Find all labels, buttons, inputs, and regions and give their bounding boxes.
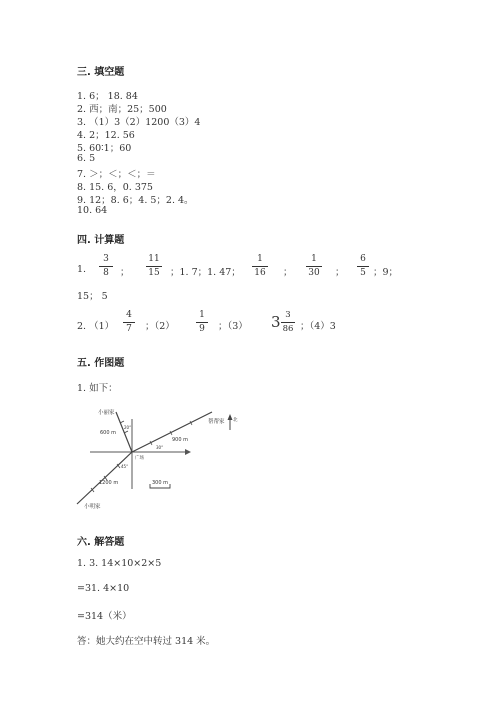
label-1200m: 1200 m (99, 480, 119, 486)
label-xiaoli: 小丽家 (98, 410, 115, 416)
answer-line: 8. 15. 6，0. 375 (77, 182, 153, 193)
q2-part4-text: ；（4）3 (300, 321, 336, 332)
section-4-title: 四. 计算题 (77, 235, 125, 246)
path-to-xiaoli (116, 412, 132, 452)
section-5-title: 五. 作图题 (77, 358, 125, 369)
fraction: 4 7 (123, 310, 135, 335)
label-north: 北 (233, 418, 238, 423)
label-xiaoming: 小明家 (84, 504, 101, 510)
answer-line: 6. 5 (77, 153, 96, 164)
direction-map-figure (72, 404, 252, 514)
label-square: 广场 (135, 456, 144, 461)
fraction: 3 86 (282, 310, 294, 334)
label-bangbang: 帮帮家 (208, 419, 225, 425)
solution-line: =31. 4×10 (77, 583, 130, 594)
q2-part3-label: ；（3） (218, 321, 248, 332)
fraction: 1 9 (196, 310, 208, 335)
path-to-xiaoming (77, 452, 132, 504)
label-600m: 600 m (100, 430, 117, 436)
q1-line2: 15； 5 (77, 291, 108, 302)
solution-answer: 答：她大约在空中转过 314 米。 (77, 636, 216, 647)
label-angle-20: 20° (124, 425, 132, 430)
label-scale: 300 m (152, 480, 169, 486)
answer-line: 9. 12；8. 6；4. 5；2. 4。 (77, 195, 194, 206)
q1-tail-text: ；9； (373, 267, 399, 278)
answer-line: 4. 2；12. 56 (77, 130, 135, 141)
fraction: 3 8 (99, 254, 113, 279)
section-6-title: 六. 解答题 (77, 537, 125, 548)
fraction: 1 30 (306, 254, 322, 279)
section-3-title: 三. 填空题 (77, 67, 125, 78)
separator: ； (335, 267, 345, 278)
fraction: 6 5 (357, 254, 369, 279)
label-angle-45: 45° (121, 464, 129, 469)
answer-line: 2. 西；南；25；500 (77, 104, 167, 115)
drawing-intro: 1. 如下： (77, 383, 118, 394)
answer-line: 5. 60∶1；60 (77, 143, 132, 154)
answer-line: 3. （1）3（2）1200（3）4 (77, 117, 201, 128)
solution-line: 1. 3. 14×10×2×5 (77, 558, 162, 569)
answer-line: 10. 64 (77, 205, 108, 216)
q1-label: 1. (77, 264, 87, 275)
q1-mid-text: ；1. 7；1. 47； (170, 267, 241, 278)
answer-line: 1. 6； 18. 84 (77, 91, 138, 102)
mixed-number-whole: 3 (271, 313, 281, 331)
path-to-bangbang (132, 412, 212, 452)
label-900m: 900 m (172, 437, 189, 443)
q2-part2-label: ；（2） (145, 321, 175, 332)
fraction: 1 16 (252, 254, 268, 279)
answer-line: 7. ＞；＜；＜；＝ (77, 169, 156, 180)
q2-label: 2. （1） (77, 321, 115, 332)
separator: ； (120, 267, 130, 278)
solution-line: =314（米） (77, 611, 132, 622)
east-arrow-icon (185, 449, 191, 455)
fraction: 11 15 (146, 254, 162, 279)
separator: ； (283, 267, 293, 278)
label-angle-30: 30° (156, 445, 164, 450)
